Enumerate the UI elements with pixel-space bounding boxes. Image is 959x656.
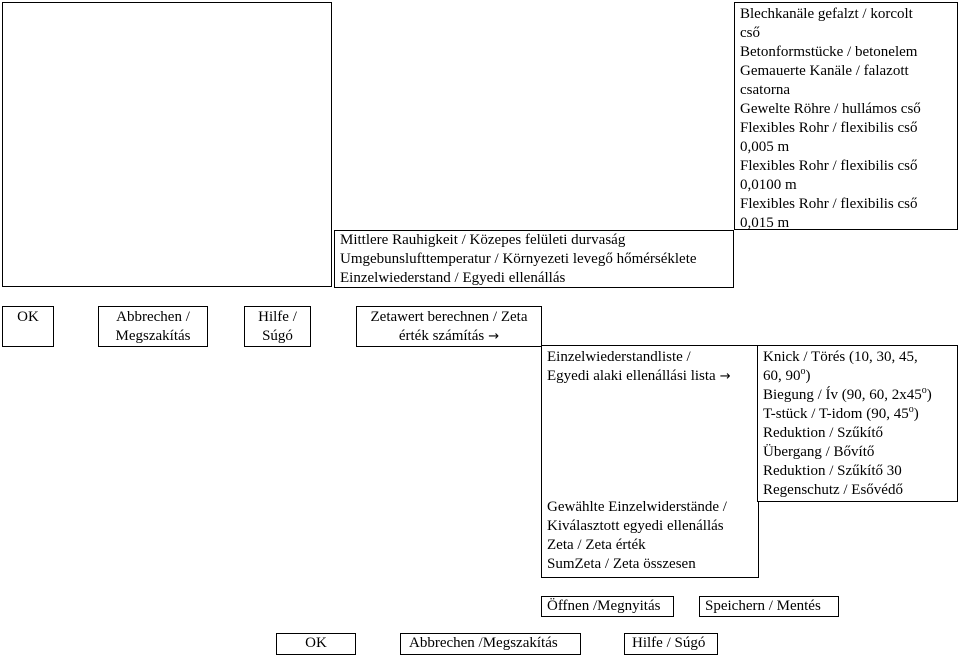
option-line[interactable]: cső <box>740 25 760 41</box>
fitting-reduktion[interactable]: Reduktion / Szűkítő <box>763 425 883 441</box>
calculate-zeta-label: Zetawert berechnen / Zeta <box>370 309 528 325</box>
fittings-list <box>757 345 958 502</box>
calculate-zeta-label: érték számítás <box>398 328 485 344</box>
save-button[interactable] <box>699 596 839 617</box>
resistance-list-label: Egyedi alaki ellenállási lista <box>547 368 716 384</box>
ok-button[interactable] <box>2 306 54 347</box>
ok-label: OK <box>305 635 327 651</box>
help-label: Hilfe / <box>258 309 297 325</box>
bottom-cancel-button[interactable] <box>400 633 581 655</box>
option-line[interactable]: 0,005 m <box>740 139 790 155</box>
resistance-list-box <box>541 345 759 578</box>
fitting-t-stueck[interactable] <box>763 405 952 424</box>
option-line[interactable]: 0,0100 m <box>740 177 797 193</box>
roughness-label[interactable]: Mittlere Rauhigkeit / Közepes felületi durvaság <box>340 232 626 248</box>
help-button[interactable] <box>244 306 311 347</box>
arrow-right-icon: → <box>719 369 731 384</box>
bottom-help-button[interactable] <box>624 633 718 655</box>
option-line[interactable]: Gemauerte Kanäle / falazott <box>740 63 909 79</box>
cancel-button[interactable] <box>98 306 208 347</box>
calculate-zeta-button[interactable] <box>356 306 542 347</box>
fitting-regenschutz[interactable]: Regenschutz / Esővédő <box>763 482 903 498</box>
selected-resistance-label: Kiválasztott egyedi ellenállás <box>547 518 724 534</box>
option-line[interactable]: Gewelte Röhre / hullámos cső <box>740 101 921 117</box>
degree-sup: o <box>921 385 927 396</box>
ok-label: OK <box>17 309 39 325</box>
fitting-knick-text: 60, 90 <box>763 368 801 384</box>
top-left-panel <box>2 2 332 287</box>
help-label: Súgó <box>262 328 293 344</box>
fitting-biegung-text: ) <box>926 387 932 403</box>
option-line[interactable]: csatorna <box>740 82 790 98</box>
fitting-biegung[interactable] <box>763 386 952 405</box>
option-line[interactable]: Flexibles Rohr / flexibilis cső <box>740 158 918 174</box>
cancel-label: Abbrechen / <box>116 309 190 325</box>
fitting-t-stueck-text: T-stück / T-idom (90, 45 <box>763 406 909 422</box>
ambient-temperature-label[interactable]: Umgebunslufttemperatur / Környezeti levegő hőmérséklete <box>340 251 697 267</box>
fitting-reduktion-30[interactable]: Reduktion / Szűkítő 30 <box>763 463 902 479</box>
zeta-value-label: Zeta / Zeta érték <box>547 537 646 553</box>
parameters-box <box>334 230 734 288</box>
fitting-knick[interactable]: Knick / Törés (10, 30, 45, <box>763 349 918 365</box>
fitting-t-stueck-text: ) <box>913 406 919 422</box>
option-line[interactable]: Flexibles Rohr / flexibilis cső <box>740 196 918 212</box>
resistance-list-label: Einzelwiederstandliste / <box>547 349 691 365</box>
selected-resistance-label: Gewählte Einzelwiderstände / <box>547 499 727 515</box>
fitting-biegung-text: Biegung / Ív (90, 60, 2x45 <box>763 387 922 403</box>
open-label: Öffnen /Megnyitás <box>547 598 661 614</box>
open-button[interactable] <box>541 596 674 617</box>
save-label: Speichern / Mentés <box>705 598 821 614</box>
option-line[interactable]: Flexibles Rohr / flexibilis cső <box>740 120 918 136</box>
option-line[interactable]: Betonformstücke / betonelem <box>740 44 918 60</box>
single-resistance-label[interactable]: Einzelwiederstand / Egyedi ellenállás <box>340 270 566 286</box>
option-line[interactable]: 0,015 m <box>740 215 790 231</box>
cancel-label: Abbrechen /Megszakítás <box>409 635 558 651</box>
cancel-label: Megszakítás <box>115 328 191 344</box>
fitting-knick[interactable] <box>763 367 952 386</box>
duct-type-options <box>734 2 958 230</box>
arrow-right-icon: → <box>488 329 500 344</box>
degree-sup: o <box>800 366 806 377</box>
fitting-knick-text: ) <box>805 368 811 384</box>
fitting-uebergang[interactable]: Übergang / Bővítő <box>763 444 875 460</box>
help-label: Hilfe / Súgó <box>632 635 706 651</box>
zeta-sum-label: SumZeta / Zeta összesen <box>547 556 696 572</box>
degree-sup: o <box>908 404 914 415</box>
bottom-ok-button[interactable] <box>276 633 356 655</box>
option-line[interactable]: Blechkanäle gefalzt / korcolt <box>740 6 913 22</box>
